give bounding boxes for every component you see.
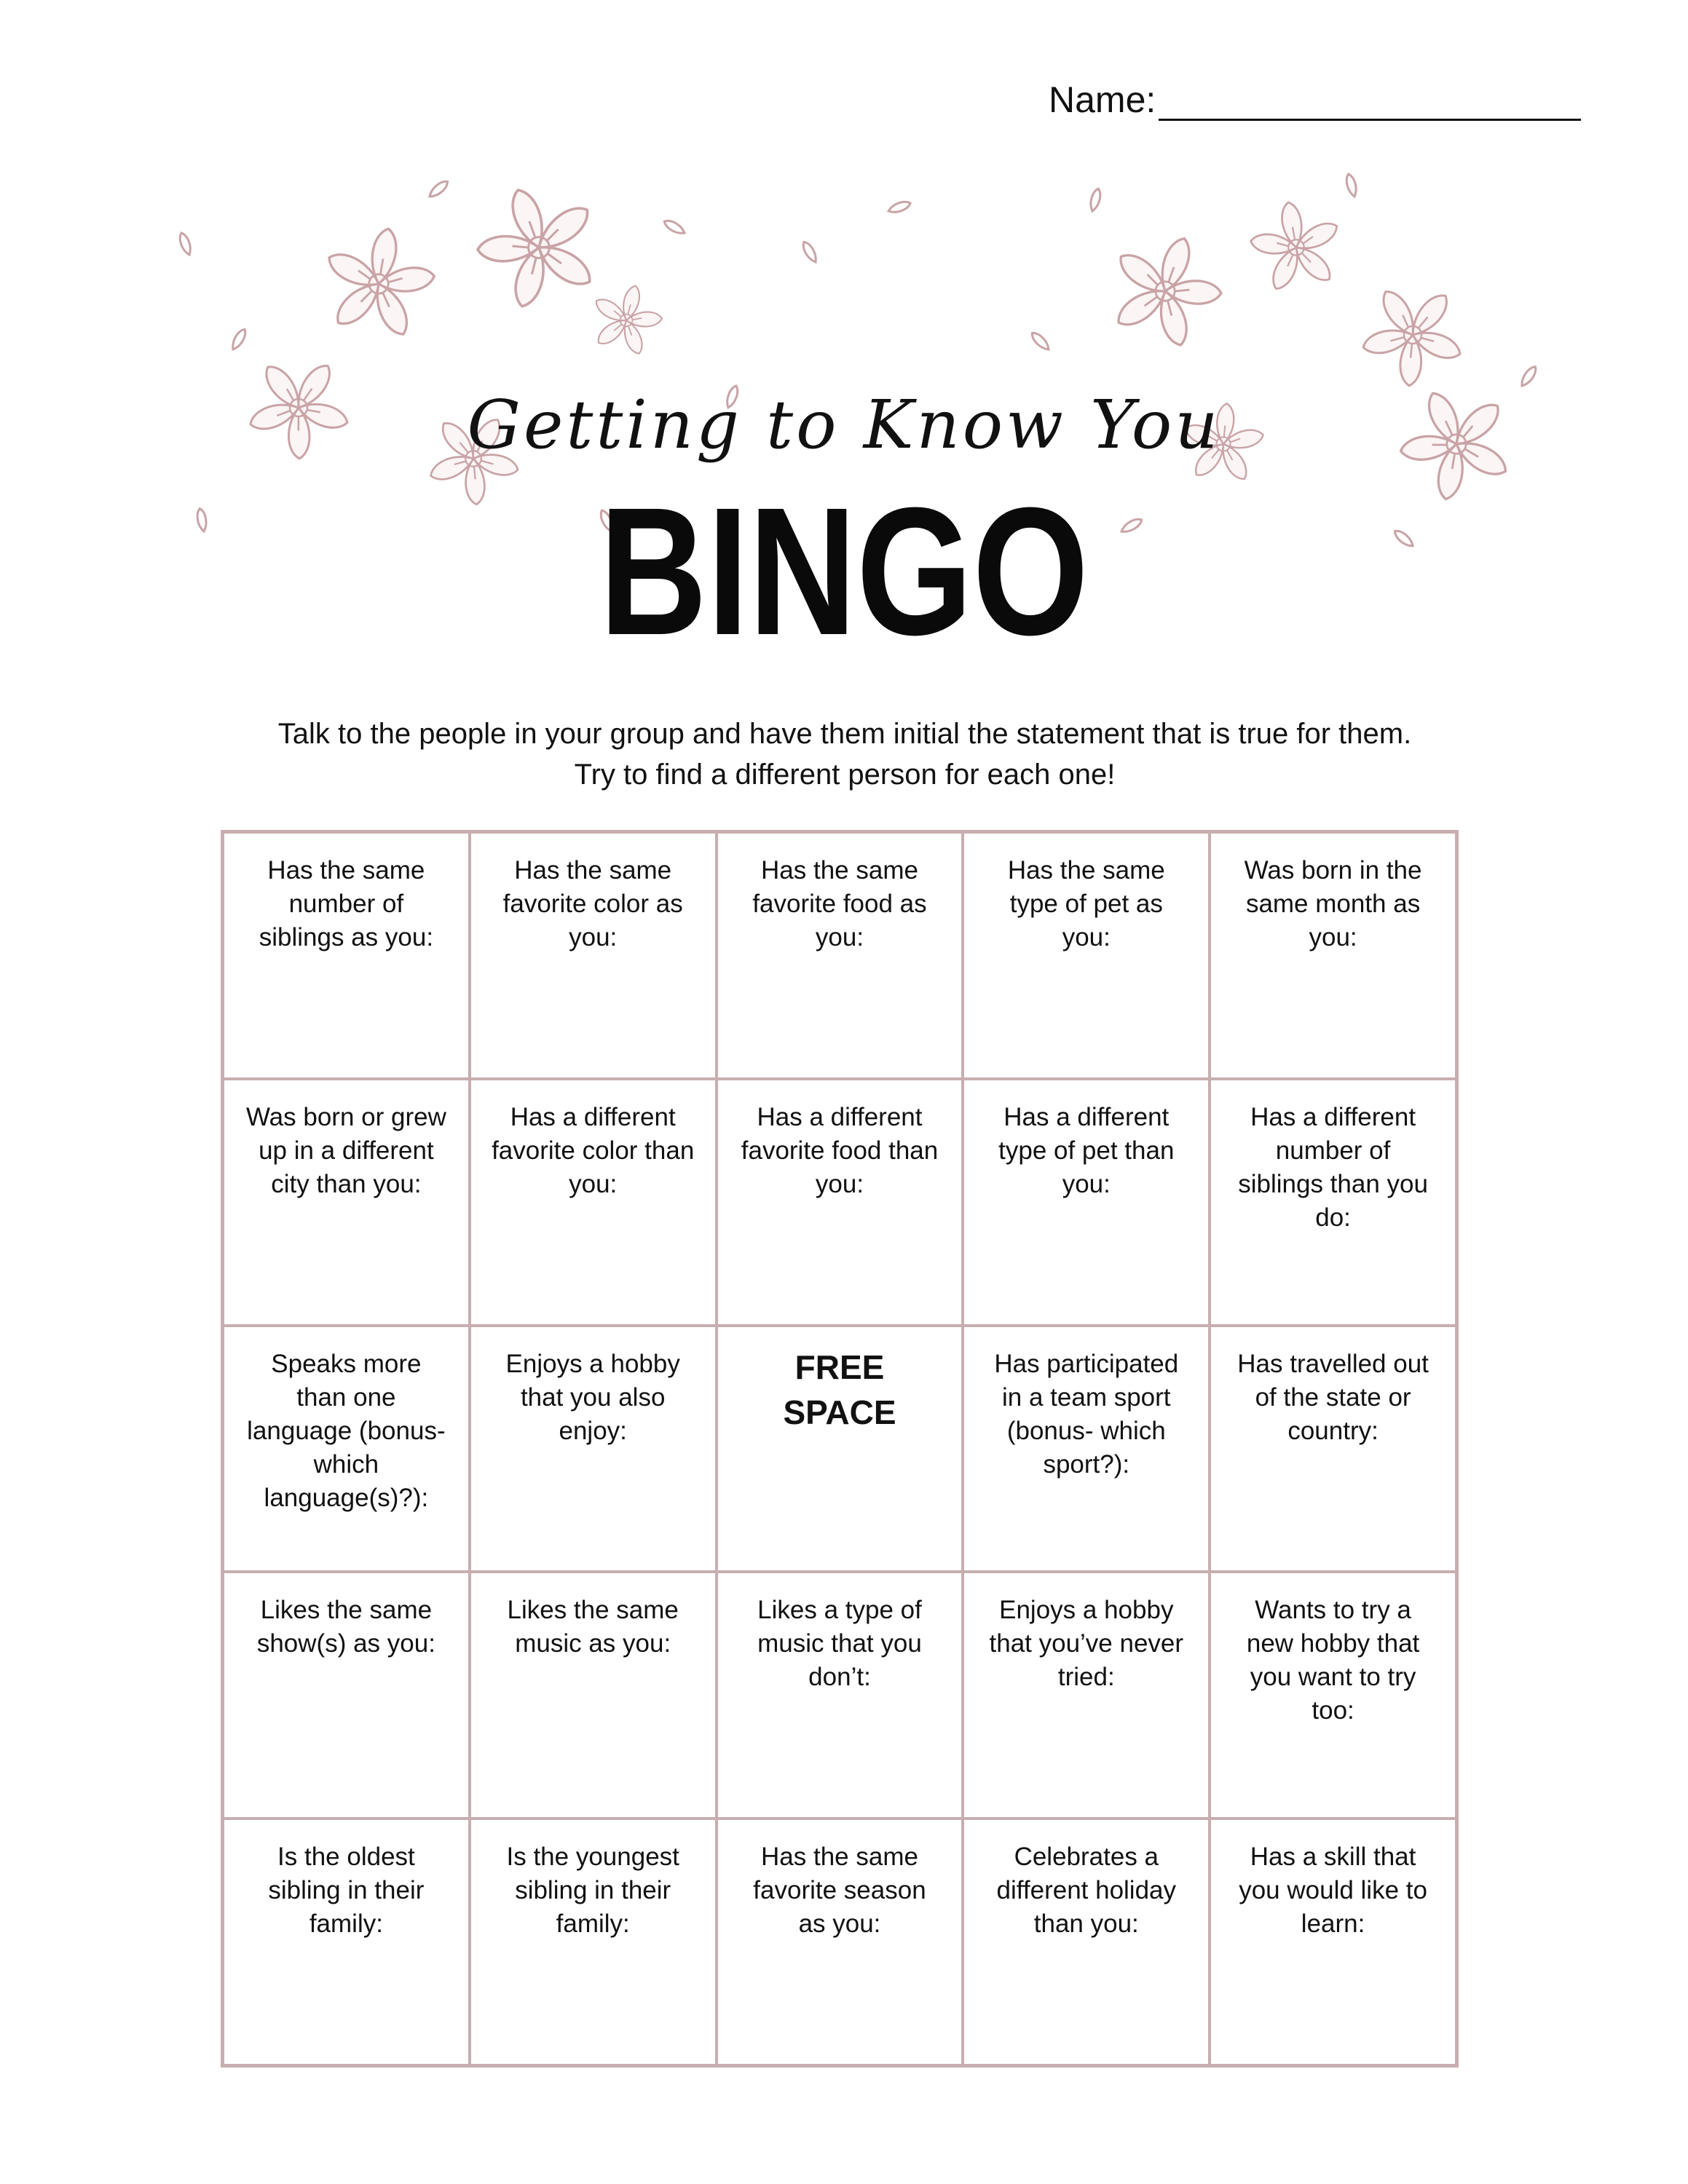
petal-icon	[427, 178, 450, 199]
name-label: Name:	[1049, 79, 1156, 120]
bingo-cell[interactable]: Has a different favorite color than you:	[470, 1079, 717, 1326]
flower-icon	[314, 219, 445, 345]
bingo-cell[interactable]: Celebrates a different holiday than you:	[963, 1819, 1210, 2065]
bingo-grid	[221, 830, 1459, 2068]
name-field[interactable]	[1049, 79, 1581, 121]
bingo-cell[interactable]: Enjoys a hobby that you also enjoy:	[470, 1326, 717, 1572]
bingo-cell[interactable]: Likes the same music as you:	[470, 1572, 717, 1819]
bingo-cell[interactable]: Has a different number of siblings than you do:	[1210, 1079, 1456, 1326]
bingo-cell[interactable]: Speaks more than one language (bonus- which language(s)?):	[223, 1326, 470, 1572]
bingo-cell[interactable]: Wants to try a new hobby that you want to try too:	[1210, 1572, 1456, 1819]
bingo-cell[interactable]: Has a skill that you would like to learn:	[1210, 1819, 1456, 2065]
bingo-cell[interactable]: Has the same favorite color as you:	[470, 832, 717, 1079]
bingo-cell[interactable]: Has a different favorite food than you:	[717, 1079, 963, 1326]
name-blank-line[interactable]	[1159, 81, 1581, 121]
bingo-cell[interactable]: Has travelled out of the state or country:	[1210, 1326, 1456, 1572]
petal-icon	[1089, 188, 1103, 213]
bingo-cell[interactable]: Is the oldest sibling in their family:	[223, 1819, 470, 2065]
flower-icon	[583, 277, 670, 362]
bingo-cell[interactable]: Is the youngest sibling in their family:	[470, 1819, 717, 2065]
bingo-cell[interactable]: Likes a type of music that you don’t:	[717, 1572, 963, 1819]
script-title: Getting to Know You	[467, 386, 1221, 464]
bingo-cell[interactable]: Likes the same show(s) as you:	[223, 1572, 470, 1819]
flower-icon	[1094, 219, 1238, 360]
bingo-cell[interactable]: Has participated in a team sport (bonus- which sport?):	[963, 1326, 1210, 1572]
petal-icon	[662, 218, 686, 237]
bingo-cell[interactable]: Was born in the same month as you:	[1210, 832, 1456, 1079]
petal-icon	[1518, 365, 1539, 389]
bingo-cell[interactable]: Has a different type of pet than you:	[963, 1079, 1210, 1326]
petal-icon	[887, 199, 912, 215]
flower-icon	[1343, 263, 1486, 405]
bingo-title: BINGO	[599, 470, 1089, 673]
free-space-cell[interactable]: FREE SPACE	[717, 1326, 963, 1572]
petal-icon	[178, 232, 194, 256]
petal-icon	[1029, 330, 1052, 352]
bingo-cell[interactable]: Enjoys a hobby that you’ve never tried:	[963, 1572, 1210, 1819]
petal-icon	[800, 240, 819, 264]
bingo-cell[interactable]: Was born or grew up in a different city than you:	[223, 1079, 470, 1326]
petal-icon	[1344, 173, 1358, 198]
bingo-cell[interactable]: Has the same type of pet as you:	[963, 832, 1210, 1079]
bingo-cell[interactable]: Has the same favorite season as you:	[717, 1819, 963, 2065]
flower-icon	[460, 169, 616, 323]
instructions-text: Talk to the people in your group and have them initial the statement that is true for them. Try to find a different person for each one!	[277, 718, 1412, 791]
flower-icon	[1242, 194, 1349, 298]
bingo-cell[interactable]: Has the same number of siblings as you:	[223, 832, 470, 1079]
bingo-cell[interactable]: Has the same favorite food as you:	[717, 832, 963, 1079]
petal-icon	[229, 327, 248, 351]
